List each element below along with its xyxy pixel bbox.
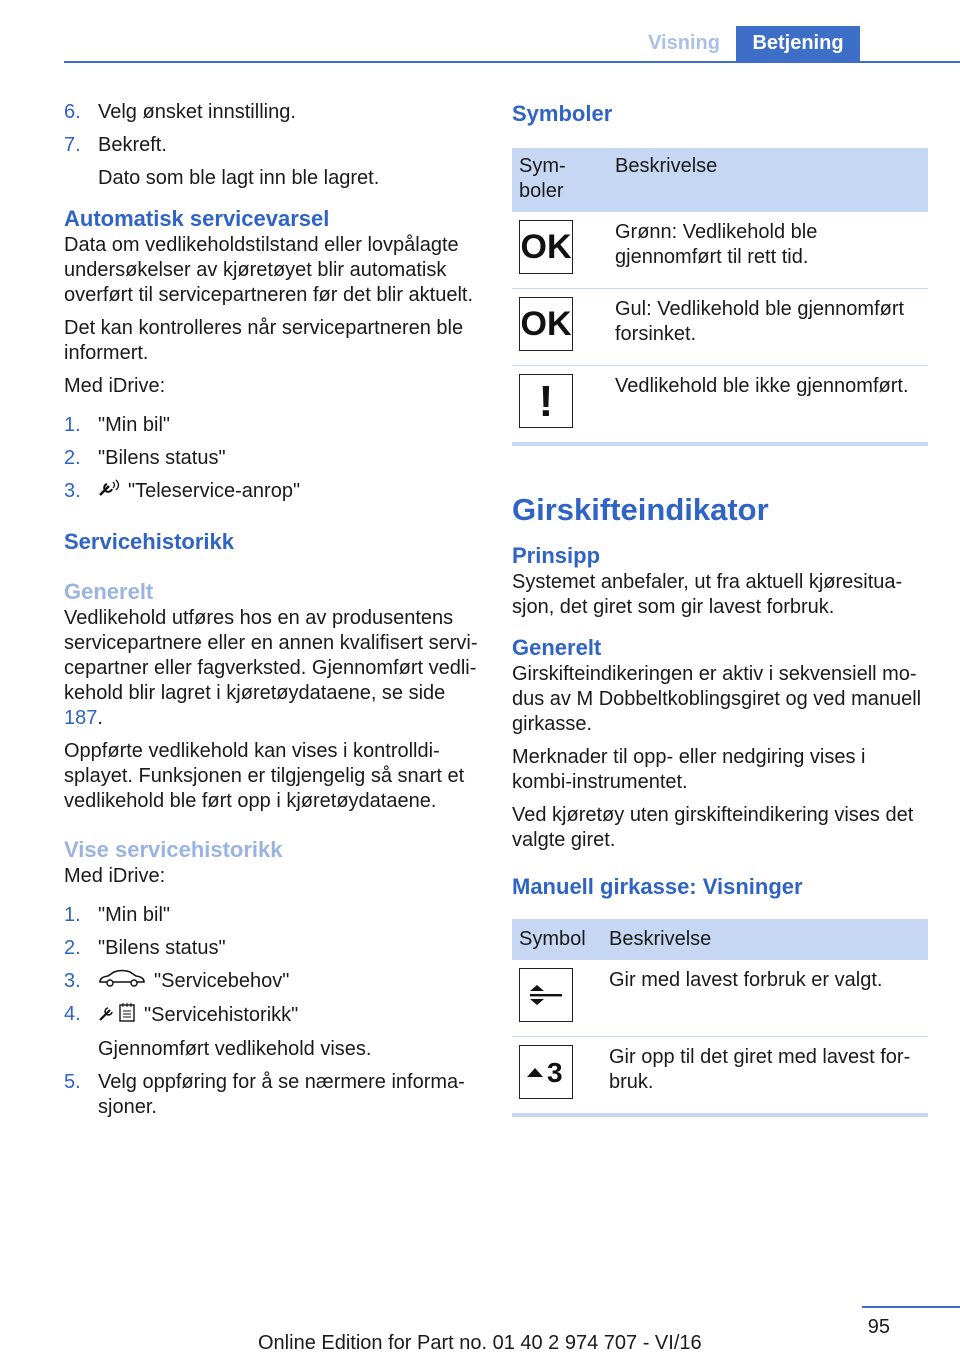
auto-service-heading: Automatisk servicevarsel [64, 206, 330, 231]
table-header-row [512, 919, 928, 960]
symbol-cell [512, 366, 603, 445]
step-text: "Servicehistorikk" [144, 1004, 299, 1027]
step-number: 3. [64, 970, 81, 993]
general-heading-right: Generelt [512, 635, 602, 660]
page-number: 95 [867, 1316, 890, 1338]
general-text-end: . [97, 707, 103, 730]
gear-lowest-icon [519, 968, 573, 1022]
step-text: "Min bil" [98, 904, 170, 927]
list-item [64, 133, 480, 191]
manual-gearbox-heading: Manuell girkasse: Visninger [512, 874, 803, 899]
ok-green-icon: OK [519, 220, 573, 274]
step-number: 7. [64, 134, 81, 156]
step-subtext: Gjennomført vedlikehold vises. [98, 1038, 372, 1061]
service-history-icon [98, 1002, 136, 1029]
header-tab-betjening[interactable]: Betjening [736, 26, 860, 61]
list-item [64, 936, 480, 961]
table-row [512, 1037, 928, 1116]
service-history-heading: Servicehistorikk [64, 529, 234, 555]
idrive-label-2: Med iDrive: [64, 865, 166, 888]
step-text: "Teleservice-anrop" [128, 480, 301, 502]
general-paragraph-right: Girskifteindikeringen er aktiv i sekvensiell mo- dus av M Dobbeltkoblingsgiret og ved manuell girkasse. [512, 663, 922, 735]
general-paragraph-right-2: Merknader til opp- eller nedgiring vises i kombi-instrumentet. [512, 746, 866, 793]
auto-steps-list [64, 413, 480, 504]
step-number: 6. [64, 101, 81, 123]
header-rule [64, 61, 960, 63]
view-history-steps [64, 903, 480, 1120]
gear-table [512, 919, 928, 1117]
ok-yellow-icon: OK [519, 297, 573, 351]
step-text: Bekreft. [98, 134, 167, 156]
general-paragraph-right-3: Ved kjøretøy uten girskifteindikering vises det valgte giret. [512, 804, 914, 851]
view-history-heading: Vise servicehistorikk [64, 837, 283, 863]
step-text: "Min bil" [98, 414, 170, 436]
description-cell: Gir med lavest forbruk er valgt. [601, 960, 928, 1037]
car-icon [98, 969, 146, 994]
list-item [64, 413, 480, 438]
teleservice-wrench-icon [98, 479, 120, 504]
description-cell: Gir opp til det giret med lavest for- bruk. [601, 1037, 928, 1116]
page-link-187[interactable]: 187 [64, 707, 98, 730]
auto-service-paragraph: Data om vedlikeholdstilstand eller lovpålagte undersøkelser av kjøretøyet blir automatisk overført til servicepartneren før det blir aktuelt. [64, 234, 474, 306]
step-subtext: Dato som ble lagt inn ble lagret. [98, 167, 380, 189]
exclamation-icon: ! [519, 374, 573, 428]
list-item [64, 903, 480, 928]
steps-top-list [64, 100, 480, 191]
table-header-row [512, 148, 928, 212]
right-column [512, 100, 928, 1117]
step-number: 1. [64, 904, 81, 927]
step-text: "Bilens status" [98, 937, 226, 960]
step-number: 1. [64, 414, 81, 436]
step-number: 2. [64, 937, 81, 960]
step-text: Velg oppføring for å se nærmere informa- sjoner. [98, 1071, 465, 1119]
step-number: 2. [64, 447, 81, 469]
step-number: 4. [64, 1003, 81, 1026]
table-row [512, 289, 928, 366]
step-text: Velg ønsket innstilling. [98, 101, 296, 123]
general-text: Vedlikehold utføres hos en av produsentens servicepartnere eller en annen kvalifisert servi- cepartner eller fagverksted. Gjennomført vedli- kehold blir lagret i kjøretøydataene, se side [64, 607, 478, 705]
principle-paragraph: Systemet anbefaler, ut fra aktuell kjøresitua- sjon, det giret som gir lavest forbruk. [512, 571, 903, 618]
table-row [512, 212, 928, 289]
column-header-symbol: Symbol [512, 919, 601, 960]
step-text: "Servicebehov" [154, 970, 290, 993]
list-item [64, 479, 480, 504]
description-cell: Gul: Vedlikehold ble gjennomført forsinket. [603, 289, 928, 366]
list-item [64, 969, 480, 994]
gear-indicator-title: Girskifteindikator [512, 492, 769, 527]
step-text: "Bilens status" [98, 447, 226, 469]
left-column [64, 100, 480, 1128]
symbol-cell [512, 212, 603, 289]
header-tab-visning[interactable]: Visning [648, 32, 720, 54]
list-item [64, 100, 480, 125]
general-paragraph-2: Oppførte vedlikehold kan vises i kontrolldi- splayet. Funksjonen er tilgjengelig så snart et vedlikehold ble ført opp i kjøretøydataene. [64, 740, 465, 813]
gear-upshift-icon [519, 1045, 573, 1099]
general-heading: Generelt [64, 579, 154, 605]
description-cell: Grønn: Vedlikehold ble gjennomført til rett tid. [603, 212, 928, 289]
symbol-cell [512, 960, 601, 1037]
column-header-symbols: Sym- boler [512, 148, 603, 212]
gear-number: 3 [547, 1056, 563, 1088]
principle-heading: Prinsipp [512, 543, 601, 568]
symbol-cell [512, 1037, 601, 1116]
auto-service-paragraph-2: Det kan kontrolleres når servicepartneren ble informert. [64, 317, 464, 364]
symbol-cell [512, 289, 603, 366]
step-number: 3. [64, 480, 81, 502]
footer-edition: Online Edition for Part no. 01 40 2 974 707 - VI/16 [258, 1332, 702, 1354]
idrive-label: Med iDrive: [64, 375, 166, 397]
list-item [64, 1070, 480, 1120]
table-row [512, 960, 928, 1037]
description-cell: Vedlikehold ble ikke gjennomført. [603, 366, 928, 445]
column-header-description: Beskrivelse [603, 148, 928, 212]
column-header-description: Beskrivelse [601, 919, 928, 960]
list-item [64, 446, 480, 471]
table-row [512, 366, 928, 445]
step-number: 5. [64, 1071, 81, 1094]
symbols-table [512, 148, 928, 446]
list-item [64, 1002, 480, 1062]
symbols-heading: Symboler [512, 101, 613, 126]
page-number-rule [862, 1306, 960, 1308]
general-paragraph [64, 606, 480, 731]
